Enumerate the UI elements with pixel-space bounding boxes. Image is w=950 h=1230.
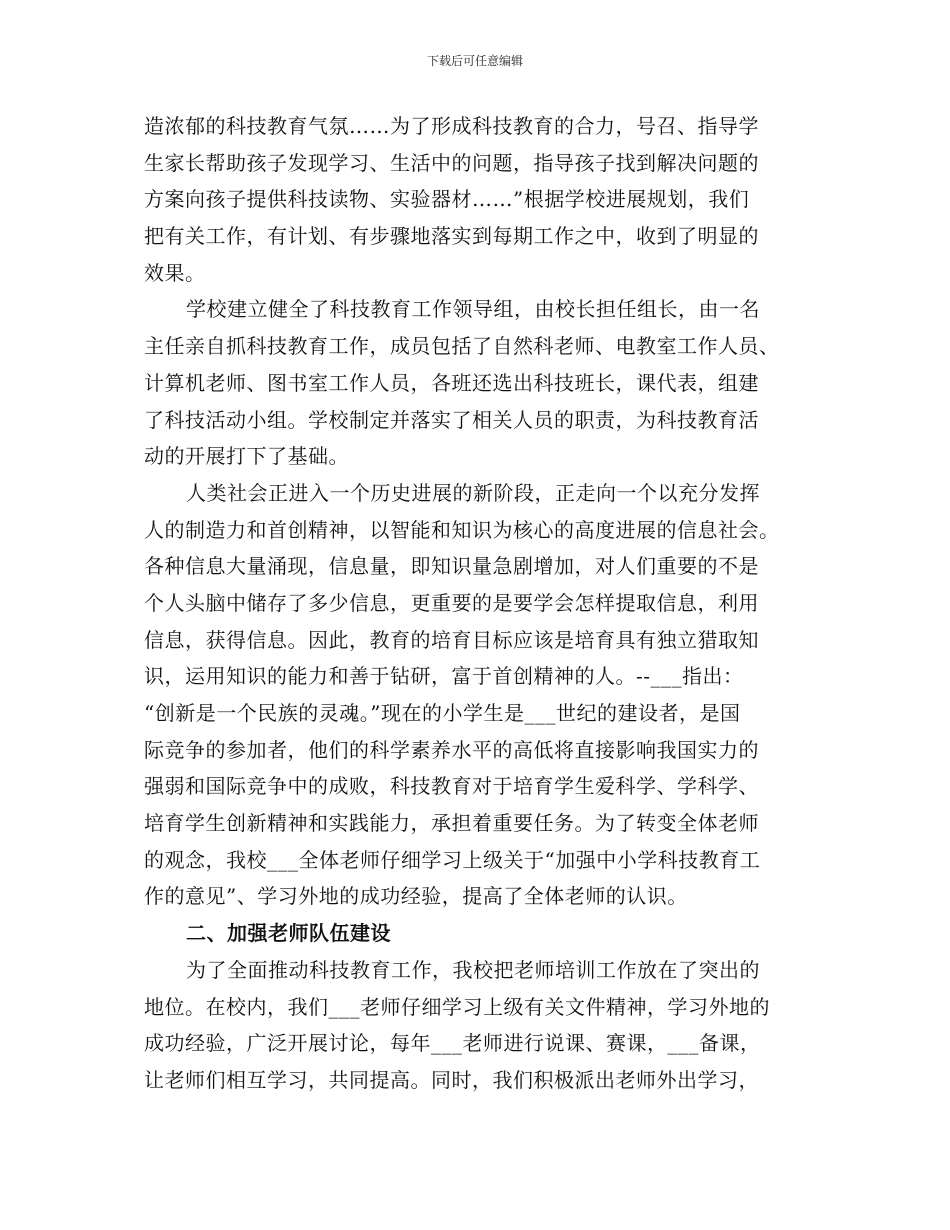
text-line: 作的意见”、学习外地的成功经验，提高了全体老师的认识。	[144, 884, 688, 909]
text-line: 动的开展打下了基础。	[144, 444, 349, 469]
text-line: “创新是一个民族的灵魂。”现在的小学生是___世纪的建设者，是国	[144, 701, 741, 725]
text-line: 计算机老师、图书室工作人员，各班还选出科技班长，课代表，组建	[144, 370, 759, 395]
text-line: 成功经验，广泛开展讨论，每年___老师进行说课、赛课，___备课，	[144, 1031, 761, 1056]
text-line: 方案向孩子提供科技读物、实验器材……”根据学校进展规划，我们	[144, 187, 750, 212]
text-line: 生家长帮助孩子发现学习、生活中的问题，指导孩子找到解决问题的	[144, 150, 759, 175]
text-line: 造浓郁的科技教育气氛……为了形成科技教育的合力，号召、指导学	[144, 114, 759, 138]
text-line: 人的制造力和首创精神，以智能和知识为核心的高度进展的信息社会。	[144, 517, 780, 542]
text-line: 效果。	[144, 260, 206, 285]
text-line: 各种信息大量涌现，信息量，即知识量急剧增加，对人们重要的不是	[144, 554, 759, 579]
text-line: 地位。在校内，我们___老师仔细学习上级有关文件精神，学习外地的	[144, 994, 770, 1019]
page-header: 下载后可任意编辑	[426, 54, 523, 68]
text-line: 个人头脑中储存了多少信息，更重要的是要学会怎样提取信息，利用	[144, 590, 759, 615]
text-line: 培育学生创新精神和实践能力，承担着重要任务。为了转变全体老师	[144, 811, 759, 836]
text-line: 为了全面推动科技教育工作，我校把老师培训工作放在了突出的	[186, 957, 760, 982]
text-line: 识，运用知识的能力和善于钻研，富于首创精神的人。--___指出：	[144, 664, 744, 689]
text-line: 把有关工作，有计划、有步骤地落实到每期工作之中，收到了明显的	[144, 224, 759, 249]
text-line: 的观念，我校___全体老师仔细学习上级关于“加强中小学科技教育工	[144, 847, 761, 872]
text-line: 强弱和国际竞争中的成败，科技教育对于培育学生爱科学、学科学、	[144, 774, 759, 799]
text-line: 学校建立健全了科技教育工作领导组，由校长担任组长，由一名	[186, 297, 760, 322]
section-heading: 二、加强老师队伍建设	[186, 921, 391, 946]
text-line: 信息，获得信息。因此，教育的培育目标应该是培育具有独立猎取知	[144, 627, 759, 652]
text-line: 主任亲自抓科技教育工作，成员包括了自然科老师、电教室工作人员、	[144, 334, 780, 359]
text-line: 让老师们相互学习，共同提高。同时，我们积极派出老师外出学习，	[144, 1067, 759, 1092]
text-line: 了科技活动小组。学校制定并落实了相关人员的职责，为科技教育活	[144, 407, 759, 432]
document-body	[144, 108, 812, 1099]
text-line: 人类社会正进入一个历史进展的新阶段，正走向一个以充分发挥	[186, 480, 760, 505]
text-line: 际竞争的参加者，他们的科学素养水平的高低将直接影响我国实力的	[144, 737, 759, 762]
